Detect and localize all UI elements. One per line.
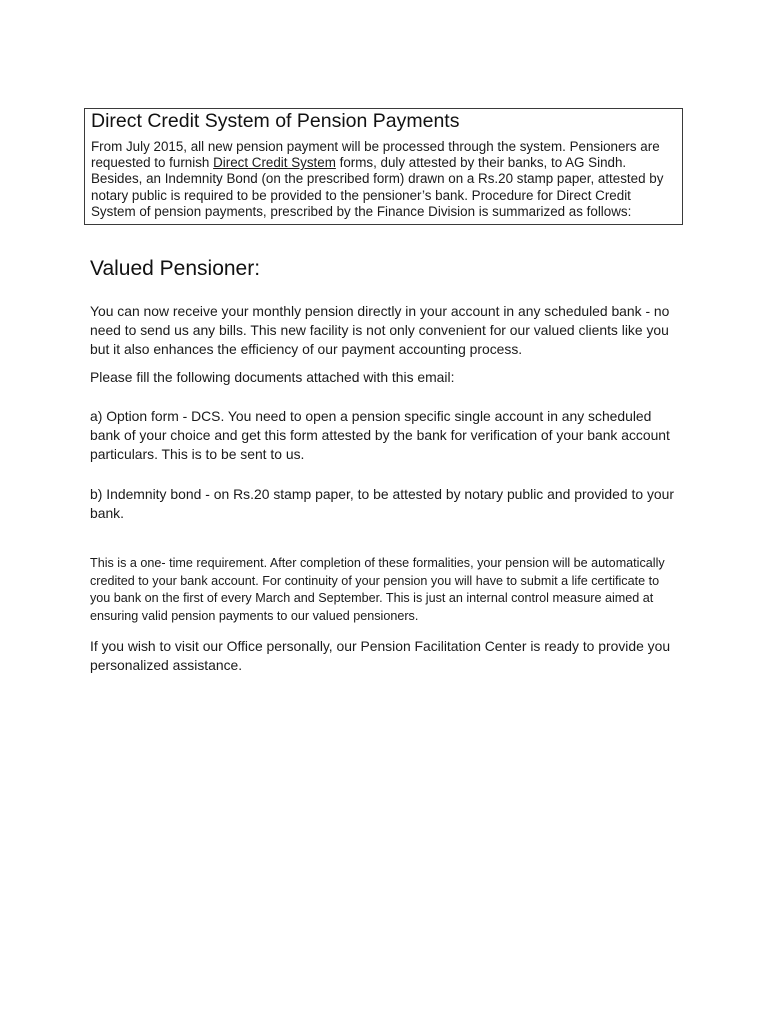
greeting-heading: Valued Pensioner: xyxy=(90,257,261,280)
visit-office-paragraph: If you wish to visit our Office personally, our Pension Facilitation Center is ready to provide you personalized assistance. xyxy=(90,638,671,673)
intro-paragraph: You can now receive your monthly pension directly in your account in any scheduled bank - no need to send us any bills. This new facility is not only convenient for our valued clients like you but it also enhances the efficiency of our payment accounting process. xyxy=(90,303,670,357)
notice-box xyxy=(84,108,683,225)
notice-title: Direct Credit System of Pension Payments xyxy=(91,110,460,132)
option-a-paragraph: a) Option form - DCS. You need to open a pension specific single account in any scheduled bank of your choice and get this form attested by the bank for verification of your bank account particulars. This is to be sent to us. xyxy=(90,408,670,462)
notice-text-part2: forms, duly attested by their banks, to AG Sindh. Besides, an Indemnity Bond (on the prescribed form) drawn on a Rs.20 stamp paper, attested by notary public is required to be provided to the pensioner’s bank. Procedure for Direct Credit System of pension payments, prescribed by the Finance Division is summarized as follows: xyxy=(91,155,664,219)
one-time-requirement-paragraph: This is a one- time requirement. After completion of these formalities, your pension will be automatically credited to your bank account. For continuity of your pension you will have to submit a life certificate to you bank on the first of every March and September. This is just an internal control measure aimed at ensuring valid pension payments to our valued pensioners. xyxy=(90,556,665,623)
notice-text xyxy=(91,139,676,220)
direct-credit-system-link[interactable]: Direct Credit System xyxy=(213,155,336,171)
option-b-paragraph: b) Indemnity bond - on Rs.20 stamp paper, to be attested by notary public and provided to your bank. xyxy=(90,486,674,521)
fill-documents-paragraph: Please fill the following documents attached with this email: xyxy=(90,369,455,385)
notice-text-part1: From July 2015, all new pension payment will be processed through the system. Pensioners are requested to furnish xyxy=(91,139,660,171)
